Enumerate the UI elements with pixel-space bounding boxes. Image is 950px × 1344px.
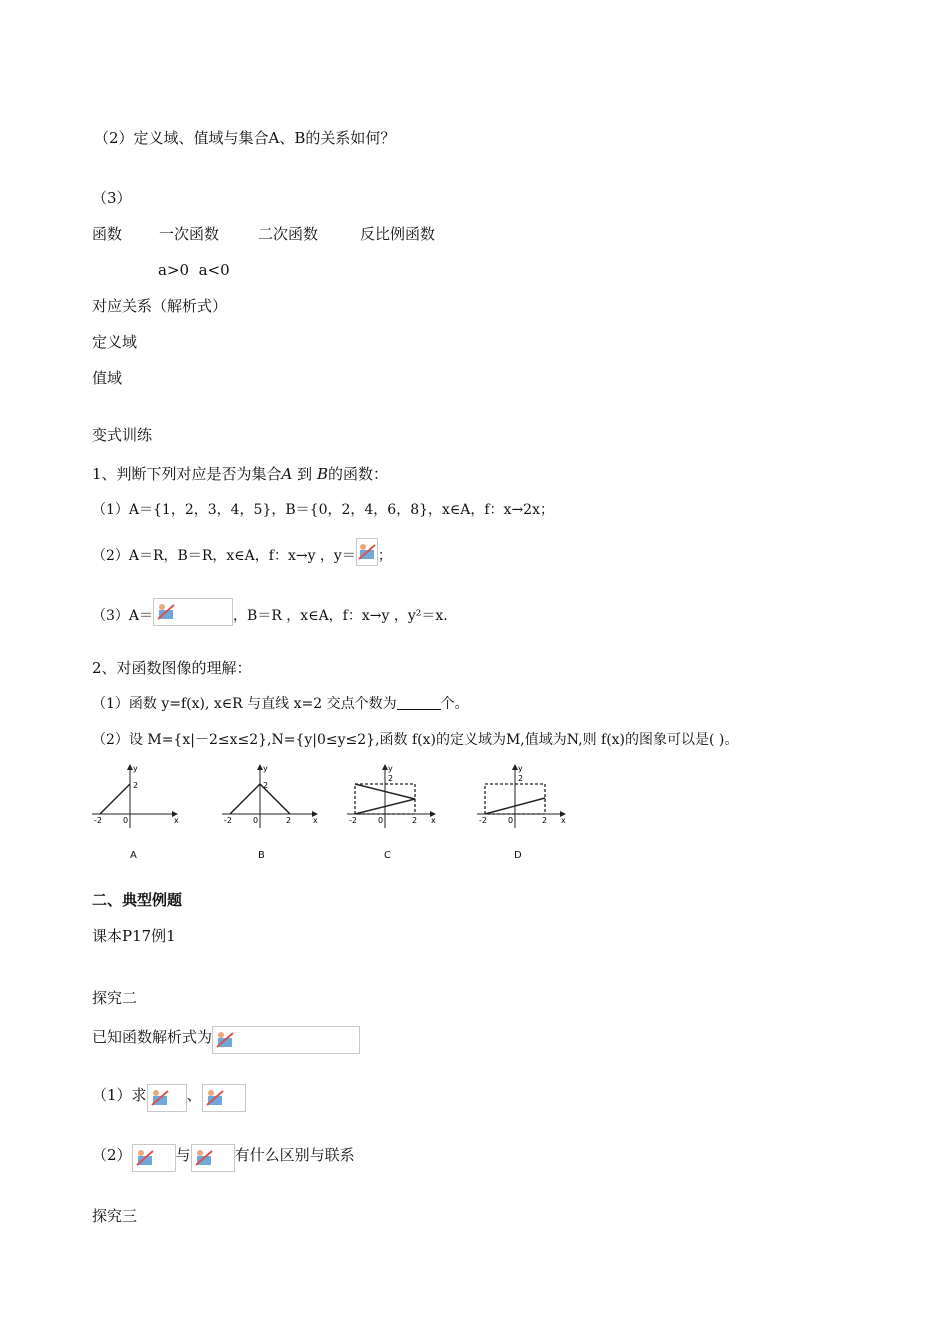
- problem-2-item-1: [92, 694, 469, 714]
- graph-b-label: B: [258, 850, 265, 861]
- textbook-example: 课本P17例1: [92, 927, 176, 945]
- problem-2-item-1-text: （1）函数 y=f(x), x∈R 与直线 x=2 交点个数为: [92, 696, 397, 712]
- explore-3-title: 探究三: [92, 1207, 138, 1225]
- graph-b: [220, 762, 320, 832]
- graph-a-label: A: [130, 850, 137, 861]
- y-axis-label: y: [518, 764, 523, 773]
- origin-label: 0: [508, 816, 514, 825]
- problem-2-item-1-end: 个。: [440, 696, 469, 712]
- problem-1-item-3-text: （3）A＝: [92, 608, 154, 624]
- broken-image-icon: [356, 538, 378, 566]
- problem-1-item-2-text: （2）A＝R，B＝R，x∈A，f：x→y ，y＝: [92, 548, 356, 564]
- table-header-function: 函数: [92, 225, 123, 243]
- ask-1-line: [92, 1084, 246, 1112]
- origin-label: 0: [123, 816, 129, 825]
- problem-1-item-3: [92, 598, 448, 626]
- tick-2-x: 2: [542, 816, 548, 825]
- y-axis-label: y: [388, 764, 393, 773]
- ask-1-text: （1）求: [92, 1086, 147, 1104]
- table-row-range: 值域: [92, 369, 123, 387]
- problem-1-to: 到: [292, 465, 317, 483]
- problem-1-item-1: （1）A＝{1，2，3，4，5}，B＝{0，2，4，6，8}，x∈A，f：x→2x；: [92, 502, 554, 518]
- graph-d: [475, 762, 570, 832]
- graph-a: [90, 762, 180, 832]
- tick-2-x: 2: [412, 816, 418, 825]
- origin-label: 0: [378, 816, 384, 825]
- tick-neg2: -2: [349, 816, 357, 825]
- table-condition: a>0 a<0: [158, 261, 230, 279]
- ask-2-end: 有什么区别与联系: [234, 1146, 355, 1164]
- tick-2-y: 2: [518, 774, 524, 783]
- table-header-quadratic: 二次函数: [258, 225, 319, 243]
- problem-1-item-2: [92, 538, 392, 566]
- tick-neg2: -2: [479, 816, 487, 825]
- tick-2-y: 2: [133, 781, 139, 790]
- graph-d-label: D: [514, 850, 522, 861]
- known-function-text: 已知函数解析式为: [92, 1028, 213, 1046]
- x-axis-label: x: [174, 816, 179, 825]
- set-a-symbol: A: [281, 465, 293, 483]
- problem-1-title-text: 1、判断下列对应是否为集合: [92, 465, 282, 483]
- tick-2-y: 2: [263, 781, 269, 790]
- table-header-inverse: 反比例函数: [360, 225, 436, 243]
- explore-2-title: 探究二: [92, 989, 138, 1007]
- origin-label: 0: [253, 816, 259, 825]
- problem-2-title: 2、对函数图像的理解：: [92, 659, 252, 677]
- variant-training-title: 变式训练: [92, 426, 153, 444]
- problem-1-item-2-end: ；: [377, 548, 392, 564]
- broken-image-icon: [202, 1084, 246, 1112]
- ask-2-line: [92, 1144, 355, 1172]
- question-2-line: （2）定义域、值域与集合A、B的关系如何？: [94, 129, 396, 147]
- tick-2-y: 2: [388, 774, 394, 783]
- tick-neg2: -2: [94, 816, 102, 825]
- ask-1-separator: 、: [186, 1086, 202, 1104]
- y-axis-label: y: [133, 764, 138, 773]
- broken-image-icon: [212, 1026, 360, 1054]
- broken-image-icon: [147, 1084, 187, 1112]
- known-function-line: [92, 1026, 360, 1054]
- table-header-linear: 一次函数: [159, 225, 220, 243]
- y-axis-label: y: [263, 764, 268, 773]
- set-b-symbol: B: [316, 465, 328, 483]
- table-row-mapping: 对应关系（解析式）: [92, 297, 228, 315]
- problem-1-item-3-end: ，B＝R ，x∈A，f：x→y ，y²＝x.: [233, 608, 448, 624]
- problem-1-title-end: 的函数：: [327, 465, 388, 483]
- x-axis-label: x: [313, 816, 318, 825]
- graph-c: [345, 762, 440, 832]
- section-2-title: 二、典型例题: [92, 891, 183, 909]
- problem-2-item-2: （2）设 M={x|－2≤x≤2},N={y|0≤y≤2},函数 f(x)的定义域为M,值域为N,则 f(x)的图象可以是( )。: [92, 732, 739, 748]
- broken-image-icon: [153, 598, 233, 626]
- broken-image-icon: [132, 1144, 176, 1172]
- broken-image-icon: [191, 1144, 235, 1172]
- table-row-domain: 定义域: [92, 333, 138, 351]
- x-axis-label: x: [431, 816, 436, 825]
- tick-2-x: 2: [286, 816, 292, 825]
- answer-blank: [397, 695, 441, 710]
- ask-2-and: 与: [175, 1146, 191, 1164]
- problem-1-title: [92, 464, 388, 484]
- ask-2-text: （2）: [92, 1146, 132, 1164]
- x-axis-label: x: [561, 816, 566, 825]
- graph-c-label: C: [384, 850, 391, 861]
- tick-neg2: -2: [224, 816, 232, 825]
- question-3-label: （3）: [92, 189, 132, 207]
